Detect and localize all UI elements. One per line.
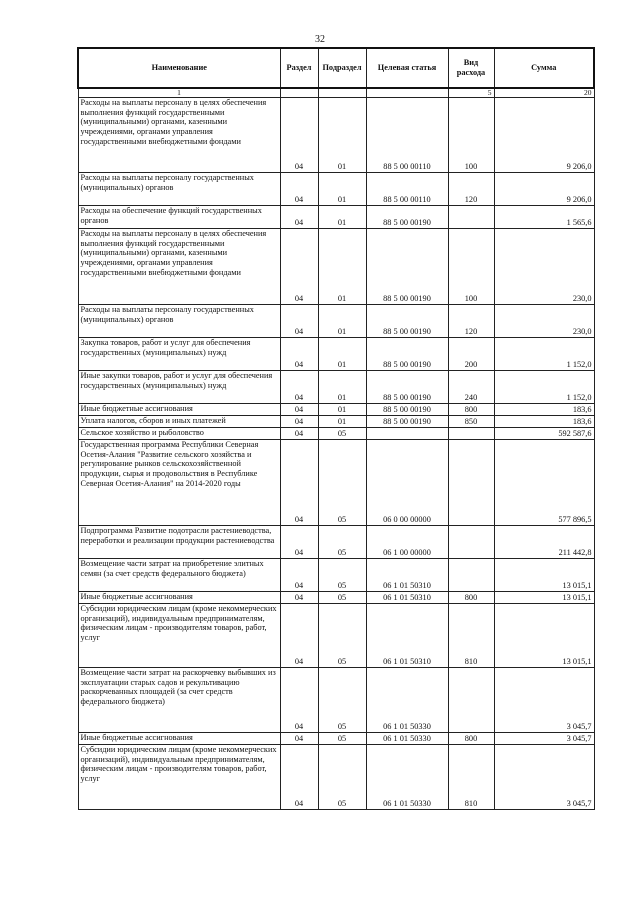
row-kind-cell: 100 bbox=[448, 229, 494, 305]
row-name-cell: Расходы на выплаты персоналу в целях обеспечения выполнения функций государственными (муниципальными) органами, казенными учреждениями, органами управления государственными внебюджетными фондами bbox=[78, 229, 280, 305]
row-target-cell bbox=[366, 428, 448, 440]
row-subsection-cell: 05 bbox=[318, 526, 366, 559]
row-sum-cell: 1 152,0 bbox=[494, 338, 594, 371]
row-section-cell: 04 bbox=[280, 668, 318, 733]
table-row bbox=[78, 338, 594, 371]
row-target-cell: 06 1 00 00000 bbox=[366, 526, 448, 559]
row-target-cell: 06 1 01 50310 bbox=[366, 559, 448, 592]
row-section-cell: 04 bbox=[280, 526, 318, 559]
row-sum-cell: 13 015,1 bbox=[494, 559, 594, 592]
index-cell bbox=[280, 88, 318, 98]
row-target-cell: 88 5 00 00190 bbox=[366, 305, 448, 338]
row-subsection-cell: 01 bbox=[318, 305, 366, 338]
row-sum-cell: 183,6 bbox=[494, 416, 594, 428]
row-section-cell: 04 bbox=[280, 416, 318, 428]
budget-table bbox=[77, 47, 595, 810]
header-row bbox=[78, 48, 594, 88]
header-subsection: Подраздел bbox=[318, 48, 366, 88]
row-name-cell: Иные бюджетные ассигнования bbox=[78, 404, 280, 416]
row-section-cell: 04 bbox=[280, 206, 318, 229]
table-row bbox=[78, 98, 594, 173]
header-name: Наименование bbox=[78, 48, 280, 88]
row-sum-cell: 3 045,7 bbox=[494, 745, 594, 810]
row-subsection-cell: 01 bbox=[318, 338, 366, 371]
row-section-cell: 04 bbox=[280, 592, 318, 604]
row-target-cell: 88 5 00 00190 bbox=[366, 371, 448, 404]
row-sum-cell: 211 442,8 bbox=[494, 526, 594, 559]
row-target-cell: 88 5 00 00190 bbox=[366, 404, 448, 416]
table-row bbox=[78, 206, 594, 229]
row-sum-cell: 183,6 bbox=[494, 404, 594, 416]
row-kind-cell: 240 bbox=[448, 371, 494, 404]
row-name-cell: Субсидии юридическим лицам (кроме некоммерческих организаций), индивидуальным предпринимателям, физическим лицам - производителям товаров, работ, услуг bbox=[78, 604, 280, 668]
row-name-cell: Расходы на выплаты персоналу в целях обеспечения выполнения функций государственными (муниципальными) органами, казенными учреждениями, органами управления государственными внебюджетными фондами bbox=[78, 98, 280, 173]
table-row bbox=[78, 559, 594, 592]
table-row bbox=[78, 229, 594, 305]
table-row bbox=[78, 592, 594, 604]
index-cell bbox=[318, 88, 366, 98]
row-name-cell: Сельское хозяйство и рыболовство bbox=[78, 428, 280, 440]
row-sum-cell: 230,0 bbox=[494, 305, 594, 338]
row-target-cell: 06 1 01 50330 bbox=[366, 733, 448, 745]
header-target: Целевая статья bbox=[366, 48, 448, 88]
row-kind-cell: 800 bbox=[448, 592, 494, 604]
row-subsection-cell: 05 bbox=[318, 745, 366, 810]
table-row bbox=[78, 416, 594, 428]
row-kind-cell bbox=[448, 440, 494, 526]
row-sum-cell: 13 015,1 bbox=[494, 592, 594, 604]
table-row bbox=[78, 668, 594, 733]
row-section-cell: 04 bbox=[280, 440, 318, 526]
row-section-cell: 04 bbox=[280, 338, 318, 371]
row-kind-cell: 120 bbox=[448, 305, 494, 338]
table-row bbox=[78, 745, 594, 810]
row-section-cell: 04 bbox=[280, 604, 318, 668]
table-row bbox=[78, 604, 594, 668]
row-kind-cell: 810 bbox=[448, 604, 494, 668]
row-section-cell: 04 bbox=[280, 404, 318, 416]
row-sum-cell: 577 896,5 bbox=[494, 440, 594, 526]
row-kind-cell bbox=[448, 526, 494, 559]
row-section-cell: 04 bbox=[280, 98, 318, 173]
row-name-cell: Иные бюджетные ассигнования bbox=[78, 733, 280, 745]
row-subsection-cell: 05 bbox=[318, 559, 366, 592]
row-kind-cell: 850 bbox=[448, 416, 494, 428]
row-name-cell: Возмещение части затрат на приобретение элитных семян (за счет средств федерального бюджета) bbox=[78, 559, 280, 592]
row-sum-cell: 592 587,6 bbox=[494, 428, 594, 440]
row-sum-cell: 1 152,0 bbox=[494, 371, 594, 404]
column-index-row bbox=[78, 88, 594, 98]
row-name-cell: Возмещение части затрат на раскорчевку выбывших из эксплуатации старых садов и рекультивацию раскорчеванных площадей (за счет средств федерального бюджета) bbox=[78, 668, 280, 733]
index-cell: 20 bbox=[494, 88, 594, 98]
row-sum-cell: 3 045,7 bbox=[494, 668, 594, 733]
row-section-cell: 04 bbox=[280, 559, 318, 592]
row-subsection-cell: 05 bbox=[318, 440, 366, 526]
row-kind-cell: 100 bbox=[448, 98, 494, 173]
row-kind-cell: 800 bbox=[448, 733, 494, 745]
row-name-cell: Расходы на обеспечение функций государственных органов bbox=[78, 206, 280, 229]
row-name-cell: Субсидии юридическим лицам (кроме некоммерческих организаций), индивидуальным предпринимателям, физическим лицам - производителям товаров, работ, услуг bbox=[78, 745, 280, 810]
row-kind-cell bbox=[448, 559, 494, 592]
row-target-cell: 06 1 01 50310 bbox=[366, 592, 448, 604]
table-row bbox=[78, 440, 594, 526]
table-row bbox=[78, 428, 594, 440]
row-section-cell: 04 bbox=[280, 371, 318, 404]
row-target-cell: 06 1 01 50330 bbox=[366, 668, 448, 733]
row-kind-cell bbox=[448, 206, 494, 229]
header-sum: Сумма bbox=[494, 48, 594, 88]
row-section-cell: 04 bbox=[280, 173, 318, 206]
row-subsection-cell: 05 bbox=[318, 733, 366, 745]
table-row bbox=[78, 733, 594, 745]
row-subsection-cell: 01 bbox=[318, 404, 366, 416]
row-kind-cell: 810 bbox=[448, 745, 494, 810]
row-subsection-cell: 01 bbox=[318, 229, 366, 305]
row-section-cell: 04 bbox=[280, 229, 318, 305]
row-target-cell: 88 5 00 00190 bbox=[366, 338, 448, 371]
index-cell: 1 bbox=[78, 88, 280, 98]
row-target-cell: 88 5 00 00190 bbox=[366, 229, 448, 305]
row-kind-cell: 200 bbox=[448, 338, 494, 371]
row-section-cell: 04 bbox=[280, 305, 318, 338]
row-section-cell: 04 bbox=[280, 745, 318, 810]
row-name-cell: Закупка товаров, работ и услуг для обеспечения государственных (муниципальных) нужд bbox=[78, 338, 280, 371]
row-name-cell: Подпрограмма Развитие подотрасли растениеводства, переработки и реализации продукции растениеводства bbox=[78, 526, 280, 559]
row-section-cell: 04 bbox=[280, 428, 318, 440]
row-subsection-cell: 05 bbox=[318, 428, 366, 440]
row-subsection-cell: 05 bbox=[318, 668, 366, 733]
table-row bbox=[78, 305, 594, 338]
row-kind-cell bbox=[448, 428, 494, 440]
row-name-cell: Расходы на выплаты персоналу государственных (муниципальных) органов bbox=[78, 173, 280, 206]
row-subsection-cell: 05 bbox=[318, 592, 366, 604]
row-target-cell: 06 0 00 00000 bbox=[366, 440, 448, 526]
header-section: Раздел bbox=[280, 48, 318, 88]
row-sum-cell: 13 015,1 bbox=[494, 604, 594, 668]
row-target-cell: 06 1 01 50310 bbox=[366, 604, 448, 668]
row-subsection-cell: 01 bbox=[318, 206, 366, 229]
table-row bbox=[78, 371, 594, 404]
index-cell: 5 bbox=[448, 88, 494, 98]
row-target-cell: 88 5 00 00190 bbox=[366, 416, 448, 428]
row-target-cell: 88 5 00 00110 bbox=[366, 173, 448, 206]
row-kind-cell: 800 bbox=[448, 404, 494, 416]
row-sum-cell: 3 045,7 bbox=[494, 733, 594, 745]
table-row bbox=[78, 404, 594, 416]
row-sum-cell: 9 206,0 bbox=[494, 173, 594, 206]
row-target-cell: 88 5 00 00190 bbox=[366, 206, 448, 229]
header-kind: Вид расхода bbox=[448, 48, 494, 88]
table-row bbox=[78, 173, 594, 206]
row-name-cell: Расходы на выплаты персоналу государственных (муниципальных) органов bbox=[78, 305, 280, 338]
row-name-cell: Государственная программа Республики Северная Осетия-Алания "Развитие сельского хозяйства и регулирование рынков сельскохозяйственной продукции, сырья и продовольствия в Республике Северная Осетия-Алания" на 2014-2020 годы bbox=[78, 440, 280, 526]
row-name-cell: Иные закупки товаров, работ и услуг для обеспечения государственных (муниципальных) нужд bbox=[78, 371, 280, 404]
row-sum-cell: 230,0 bbox=[494, 229, 594, 305]
row-sum-cell: 1 565,6 bbox=[494, 206, 594, 229]
row-name-cell: Уплата налогов, сборов и иных платежей bbox=[78, 416, 280, 428]
row-subsection-cell: 01 bbox=[318, 371, 366, 404]
row-subsection-cell: 01 bbox=[318, 98, 366, 173]
row-subsection-cell: 05 bbox=[318, 604, 366, 668]
row-target-cell: 06 1 01 50330 bbox=[366, 745, 448, 810]
row-subsection-cell: 01 bbox=[318, 173, 366, 206]
row-section-cell: 04 bbox=[280, 733, 318, 745]
index-cell bbox=[366, 88, 448, 98]
page-number: 32 bbox=[315, 34, 325, 45]
row-name-cell: Иные бюджетные ассигнования bbox=[78, 592, 280, 604]
row-target-cell: 88 5 00 00110 bbox=[366, 98, 448, 173]
row-kind-cell: 120 bbox=[448, 173, 494, 206]
row-subsection-cell: 01 bbox=[318, 416, 366, 428]
table-row bbox=[78, 526, 594, 559]
row-kind-cell bbox=[448, 668, 494, 733]
row-sum-cell: 9 206,0 bbox=[494, 98, 594, 173]
